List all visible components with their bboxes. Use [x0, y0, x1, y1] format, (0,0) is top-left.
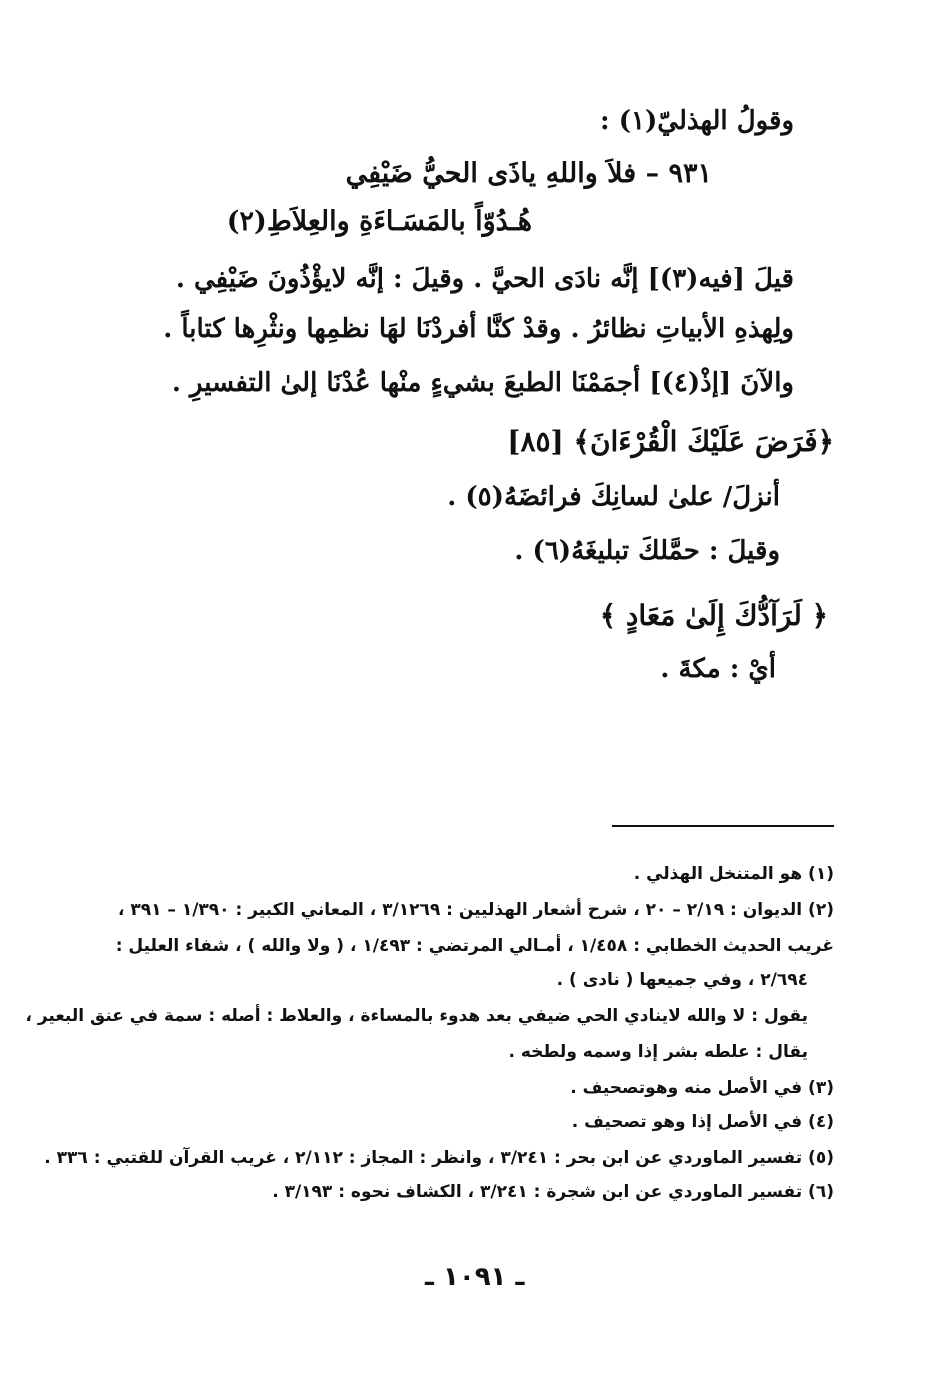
text-line-6: وقيلَ : حمَّلكَ تبليغَهُ(٦) .: [514, 536, 780, 566]
text-line-1: وقولُ الهذليّ(١) :: [600, 106, 794, 136]
footnote-2-cont-4: يقال : علطه بشر إذا وسمه ولطخه .: [508, 1042, 808, 1062]
footnote-1: (١) هو المتنخل الهذلي .: [633, 864, 834, 884]
quran-verse-1: ﴿فَرَضَ عَلَيْكَ الْقُرْءَانَ﴾ [٨٥]: [507, 425, 834, 458]
footnote-2-cont-2: ٢/٦٩٤ ، وفي جميعها ( نادى ) .: [556, 970, 808, 990]
text-line-3: ولِهذهِ الأبياتِ نظائرُ . وقدْ كنَّا أفردْنَا لهَا نظمِها ونثْرِها كتاباً .: [163, 314, 794, 344]
verse-line-2: هُـدُوّاً بالمَسَـاءَةِ والعِلاَطِ(٢): [226, 206, 532, 237]
page-number: ـ ١٠٩١ ـ: [425, 1262, 525, 1292]
footnote-separator: [612, 825, 834, 827]
footnote-2-cont-1: غريب الحديث الخطابي : ١/٤٥٨ ، أمـالي المرتضي : ١/٤٩٣ ، ( ولا والله ) ، شفاء العليل :: [115, 936, 834, 956]
footnote-6: (٦) تفسير الماوردي عن ابن شجرة : ٣/٢٤١ ، الكشاف نحوه : ٣/١٩٣ .: [272, 1182, 834, 1202]
verse-line-1: ٩٣١ – فلاَ واللهِ ياذَى الحيُّ ضَيْفِي: [345, 158, 712, 189]
footnote-3: (٣) في الأصل منه وهوتصحيف .: [570, 1078, 834, 1098]
text-line-5: أنزلَ/ علىٰ لسانِكَ فرائضَهُ(٥) .: [447, 482, 780, 512]
footnote-2-cont-3: يقول : لا والله لاينادي الحي ضيفي بعد هدوء بالمساءة ، والعلاط : أصله : سمة في عنق البعير ،: [25, 1006, 808, 1026]
footnote-5: (٥) تفسير الماوردي عن ابن بحر : ٣/٢٤١ ، وانظر : المجاز : ٢/١١٢ ، غريب القرآن للقتبي : ٣٣٦ .: [44, 1148, 834, 1168]
text-line-4: والآنَ [إذْ(٤)] أجمَمْنَا الطبعَ بشيءٍ منْها عُدْنَا إلىٰ التفسيرِ .: [171, 368, 794, 398]
footnote-4: (٤) في الأصل إذا وهو تصحيف .: [571, 1112, 834, 1132]
text-line-7: أيْ : مكةَ .: [660, 654, 776, 684]
footnote-2: (٢) الديوان : ٢/١٩ – ٢٠ ، شرح أشعار الهذليين : ٣/١٢٦٩ ، المعاني الكبير : ١/٣٩٠ – ٣٩١ ،: [117, 900, 834, 920]
text-line-2: قيلَ [فيه(٣)] إنَّه نادَى الحيَّ . وقيلَ : إنَّه لايؤْذُونَ ضَيْفِي .: [175, 264, 794, 294]
quran-verse-2: ﴿ لَرَآدُّكَ إِلَىٰ مَعَادٍ ﴾: [599, 599, 828, 632]
